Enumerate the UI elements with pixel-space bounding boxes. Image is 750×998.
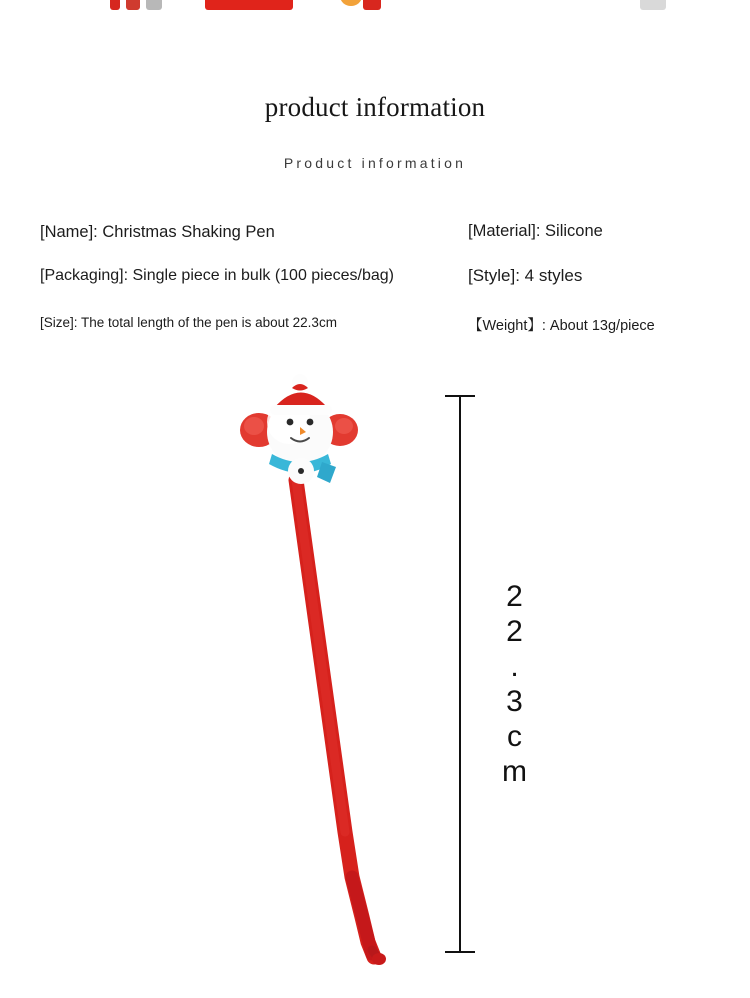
page-title: product information xyxy=(264,92,486,122)
product-spec-table xyxy=(40,222,708,363)
page-subtitle: Product information xyxy=(283,155,467,171)
top-banner-remnant xyxy=(0,0,750,10)
spec-row xyxy=(40,222,708,242)
banner-fragment xyxy=(146,0,162,10)
measurement-cap-bottom xyxy=(445,951,475,953)
banner-fragment xyxy=(363,0,381,10)
banner-fragment xyxy=(205,0,293,10)
pen-illustration xyxy=(0,372,750,992)
measurement-label: 22.3cm xyxy=(498,580,531,790)
spec-material: [Material]: Silicone xyxy=(468,222,603,240)
spec-packaging: [Packaging]: Single piece in bulk (100 pieces/bag) xyxy=(40,267,394,284)
measurement-line xyxy=(459,396,461,953)
spec-row xyxy=(40,266,708,286)
measurement-cap-top xyxy=(445,395,475,397)
banner-fragment xyxy=(126,0,140,10)
spec-style: [Style]: 4 styles xyxy=(468,266,583,285)
banner-fragment xyxy=(110,0,120,10)
spec-row xyxy=(40,314,708,335)
product-photo xyxy=(0,372,750,992)
banner-fragment xyxy=(640,0,666,10)
spec-name: [Name]: Christmas Shaking Pen xyxy=(40,223,275,241)
spec-size: [Size]: The total length of the pen is about 22.3cm xyxy=(40,315,337,330)
banner-fragment xyxy=(340,0,362,6)
spec-weight: 【Weight】: About 13g/piece xyxy=(468,318,655,334)
